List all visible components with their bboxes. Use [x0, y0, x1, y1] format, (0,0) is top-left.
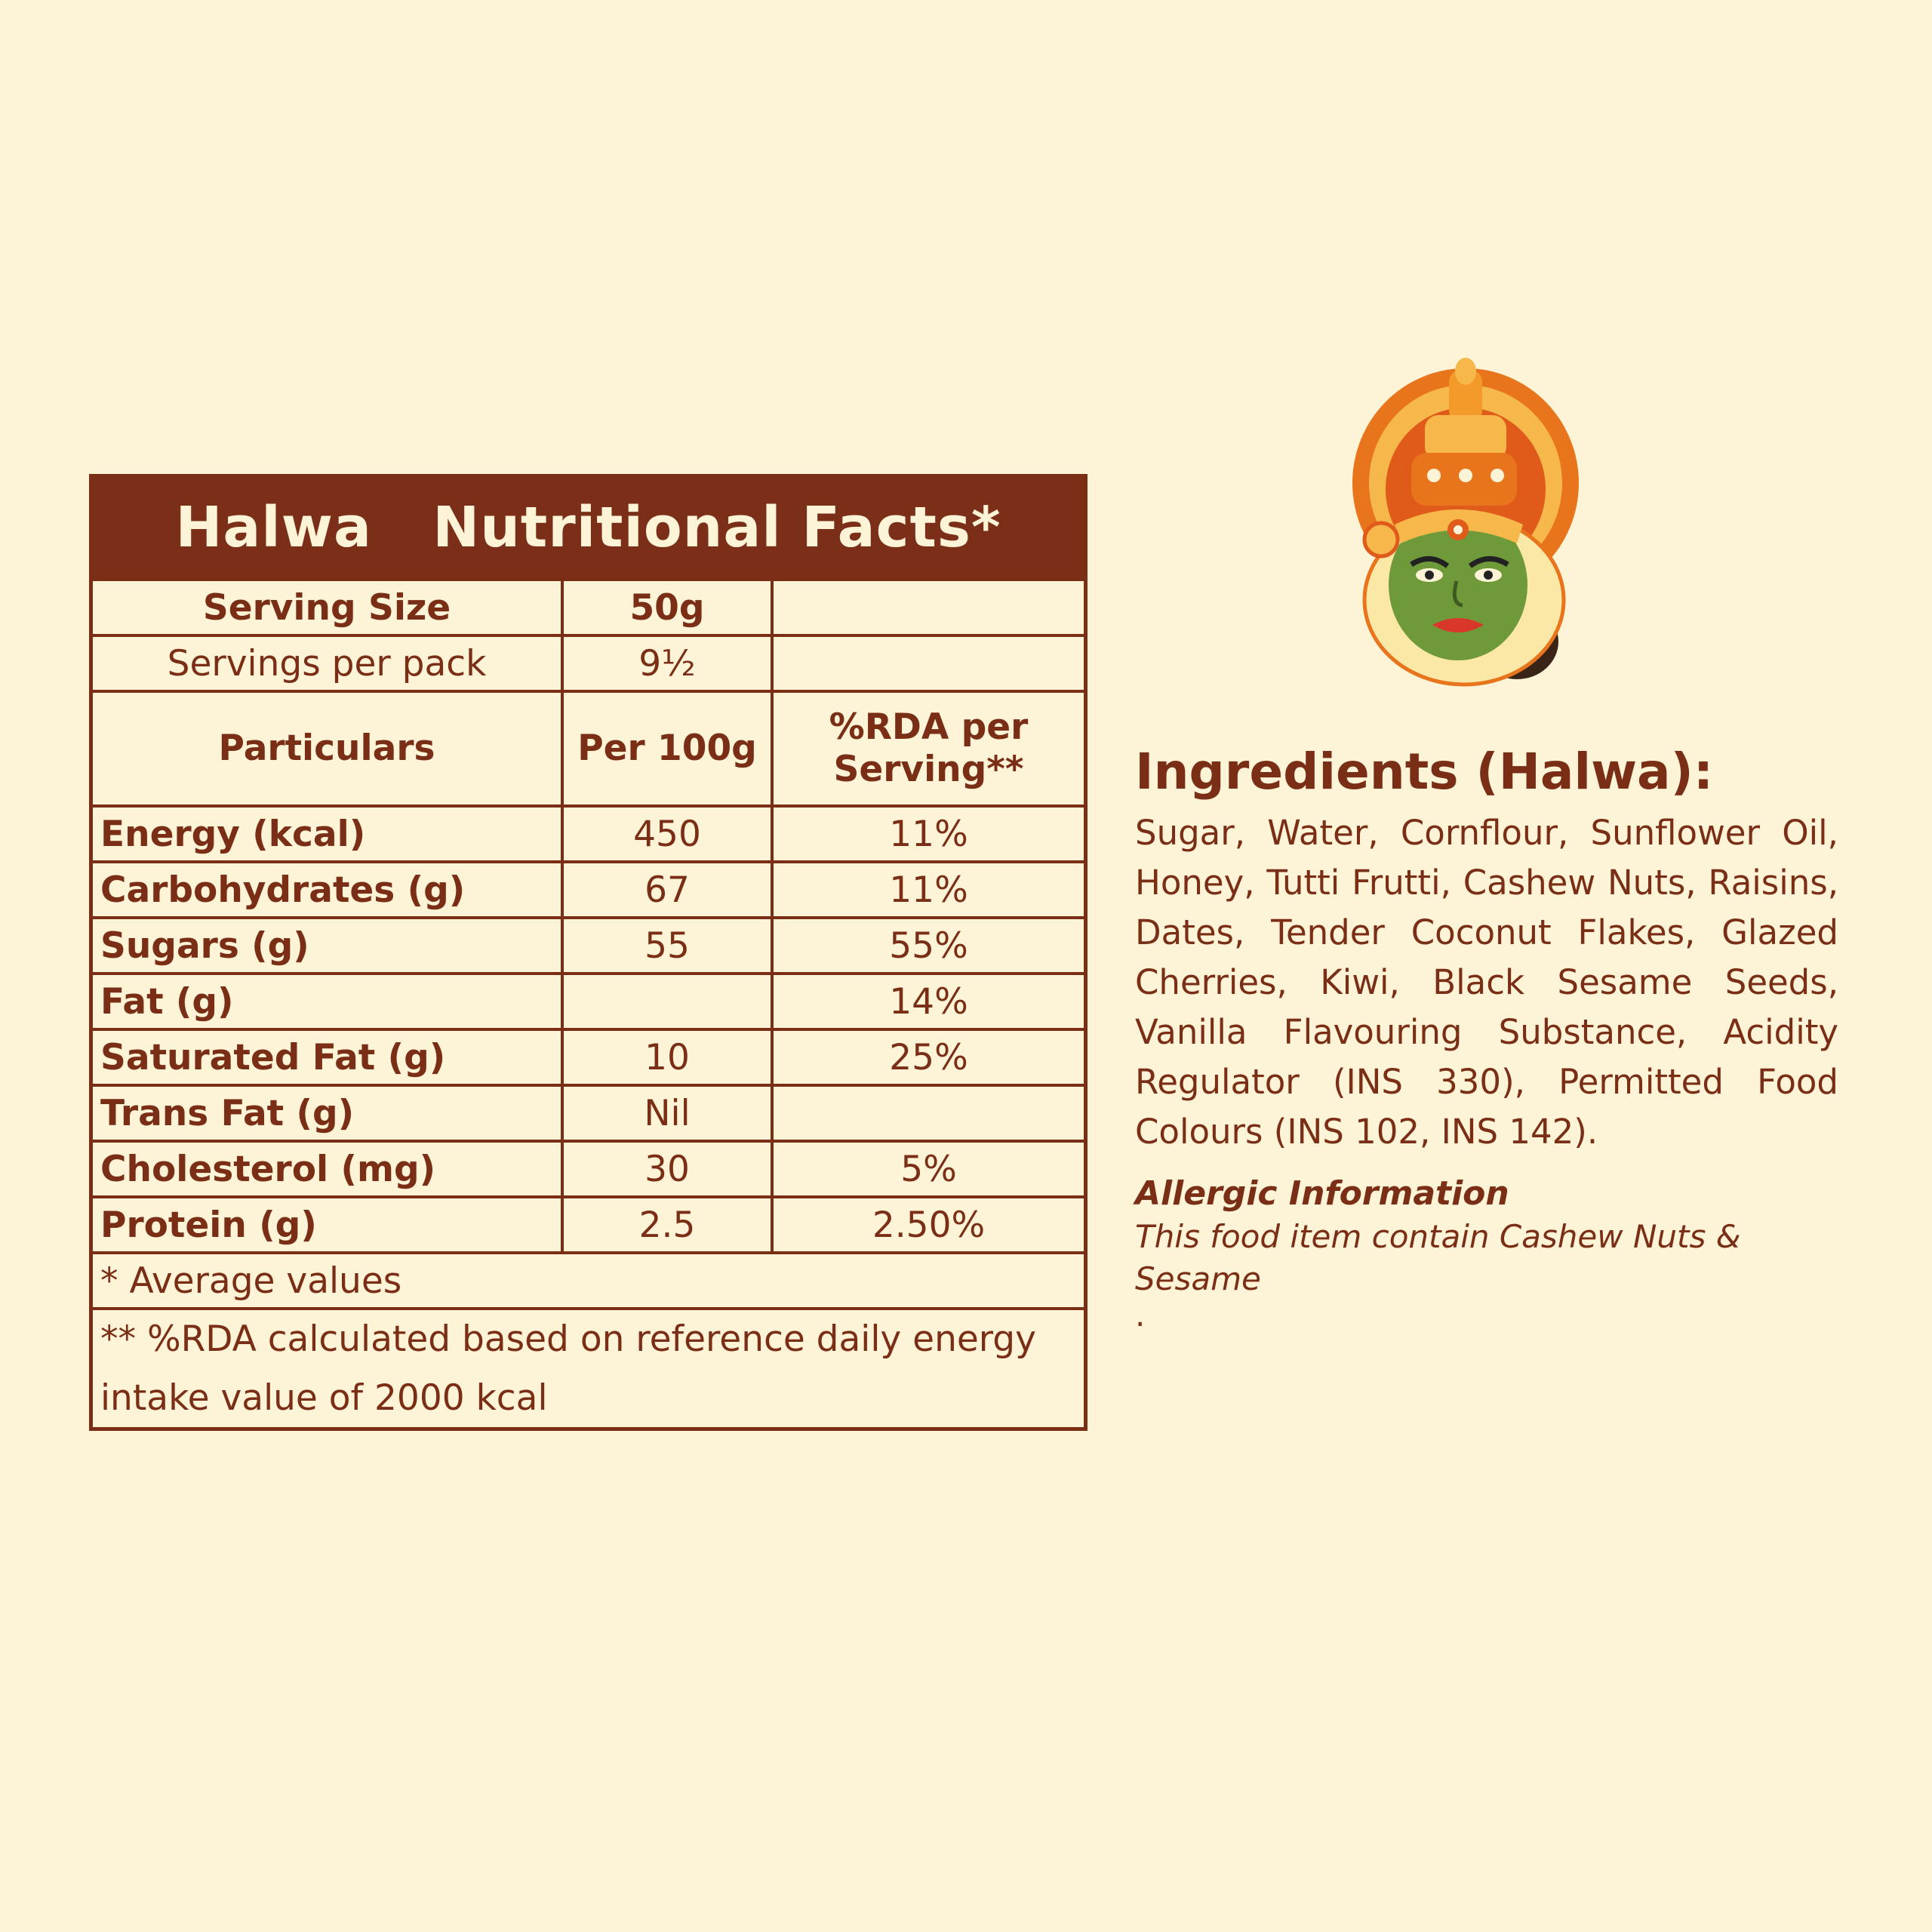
allergy-text: This food item contain Cashew Nuts & Sesame	[1135, 1218, 1741, 1297]
servings-per-pack-value: 9½	[562, 635, 772, 691]
rda-header	[772, 691, 1084, 806]
nutrition-grid	[93, 581, 1084, 1427]
table-row	[93, 1141, 1084, 1197]
header-row	[93, 691, 1084, 806]
nutrient-name: Trans Fat (g)	[93, 1085, 562, 1141]
nutrient-per100: 10	[562, 1029, 772, 1085]
nutrient-per100: 55	[562, 918, 772, 974]
table-row	[93, 806, 1084, 862]
allergy-heading: Allergic Information	[1135, 1174, 1509, 1213]
per100-header: Per 100g	[562, 691, 772, 806]
nutrient-rda: 2.50%	[772, 1197, 1084, 1253]
table-row	[93, 862, 1084, 918]
nutrient-name: Fat (g)	[93, 974, 562, 1029]
nutrient-name: Saturated Fat (g)	[93, 1029, 562, 1085]
table-title: Halwa Nutritional Facts*	[93, 478, 1084, 581]
empty-cell	[772, 581, 1084, 635]
serving-size-row	[93, 581, 1084, 635]
nutrient-rda: 11%	[772, 862, 1084, 918]
nutrient-name: Energy (kcal)	[93, 806, 562, 862]
ingredients-list: Sugar, Water, Cornflour, Sunflower Oil, Honey, Tutti Frutti, Cashew Nuts, Raisins, Dates, Tender Coconut Flakes, Glazed Cherries, Kiwi, Black Sesame Seeds, Vanilla Flavouring Substance, Acidity Regulator (INS 330), Permitted Food Colours (INS 102, INS 142).	[1135, 813, 1838, 1152]
nutrient-name: Protein (g)	[93, 1197, 562, 1253]
note-rda: ** %RDA calculated based on reference daily energy intake value of 2000 kcal	[93, 1309, 1084, 1427]
serving-size-value: 50g	[562, 581, 772, 635]
table-row	[93, 1197, 1084, 1253]
nutrient-per100: 30	[562, 1141, 772, 1197]
ingredients-heading: Ingredients (Halwa):	[1135, 743, 1714, 801]
nutrient-per100: 67	[562, 862, 772, 918]
note-average-row	[93, 1253, 1084, 1309]
note-rda-row	[93, 1309, 1084, 1427]
kathakali-face-icon	[1336, 355, 1585, 687]
empty-cell	[772, 635, 1084, 691]
nutrient-rda: 25%	[772, 1029, 1084, 1085]
nutrient-name: Carbohydrates (g)	[93, 862, 562, 918]
nutrition-facts-table	[89, 474, 1088, 1431]
servings-per-pack-row	[93, 635, 1084, 691]
allergy-trailing-dot: .	[1135, 1297, 1146, 1334]
table-row	[93, 1029, 1084, 1085]
nutrient-rda: 14%	[772, 974, 1084, 1029]
ingredients-panel	[1135, 736, 1838, 1334]
nutrient-per100: Nil	[562, 1085, 772, 1141]
nutrient-rda: 5%	[772, 1141, 1084, 1197]
note-average: * Average values	[93, 1253, 1084, 1309]
servings-per-pack-label: Servings per pack	[93, 635, 562, 691]
particulars-header: Particulars	[93, 691, 562, 806]
table-row	[93, 974, 1084, 1029]
table-row	[93, 1085, 1084, 1141]
nutrient-per100: 2.5	[562, 1197, 772, 1253]
nutrient-rda: 11%	[772, 806, 1084, 862]
nutrient-rda: 55%	[772, 918, 1084, 974]
table-row	[93, 918, 1084, 974]
nutrient-per100: 450	[562, 806, 772, 862]
rda-header-line2: Serving**	[833, 749, 1024, 790]
nutrient-rda	[772, 1085, 1084, 1141]
nutrient-name: Sugars (g)	[93, 918, 562, 974]
nutrient-name: Cholesterol (mg)	[93, 1141, 562, 1197]
nutrient-per100	[562, 974, 772, 1029]
serving-size-label: Serving Size	[93, 581, 562, 635]
rda-header-line1: %RDA per	[829, 706, 1029, 748]
